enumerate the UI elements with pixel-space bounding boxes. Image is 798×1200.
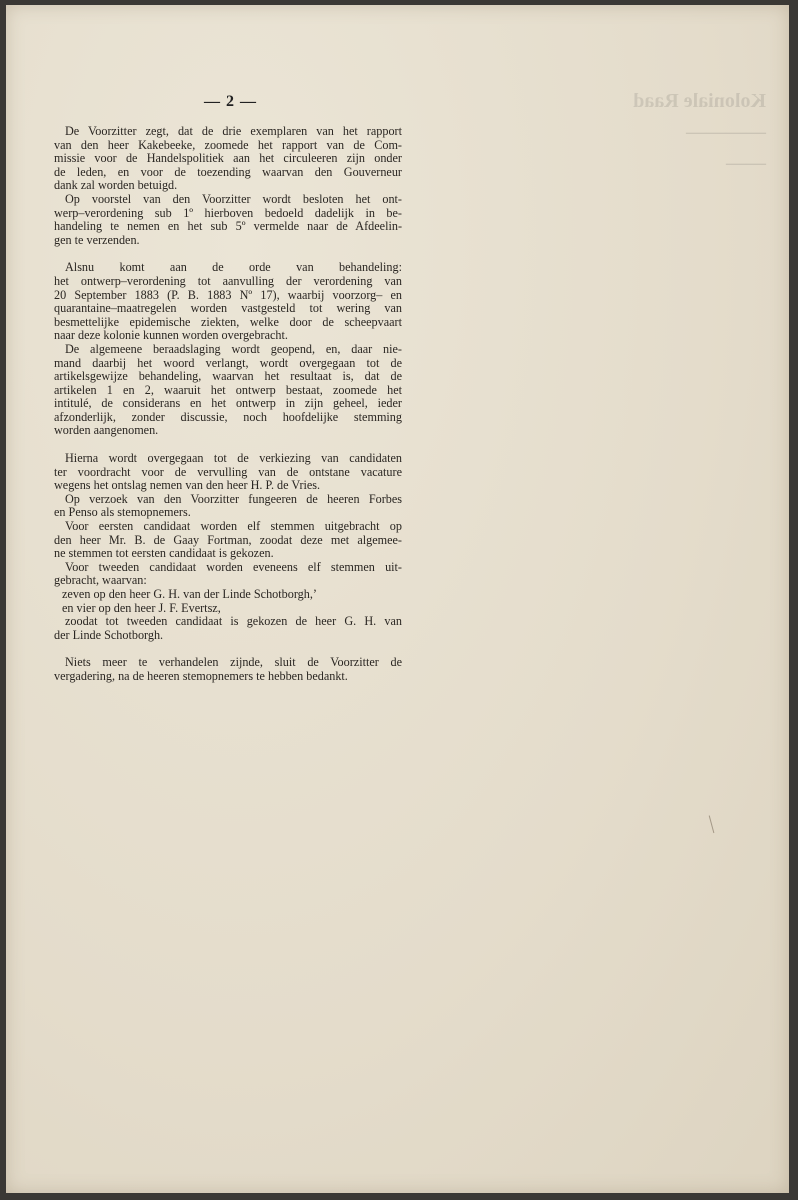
paragraph xyxy=(54,615,402,642)
text-line: De algemeene beraadslaging wordt geopend, en, daar nie- xyxy=(65,341,402,356)
text-line: intitulé, de considerans en het ontwerp in zijn geheel, ieder xyxy=(54,396,402,411)
paragraph-gap xyxy=(54,642,402,656)
text-line: besmettelijke epidemische ziekten, welke door de scheepvaart xyxy=(54,314,402,329)
text-line: 20 September 1883 (P. B. 1883 Nº 17), waarbij voorzorg– en xyxy=(54,287,402,302)
text-line: Voor tweeden candidaat worden eveneens elf stemmen uit- xyxy=(65,559,402,574)
paragraph xyxy=(54,561,402,588)
text-line: het ontwerp–verordening tot aanvulling der verordening van xyxy=(54,273,402,288)
text-line: ter voordracht voor de vervulling van de ontstane vacature xyxy=(54,464,402,479)
minutes-body-text xyxy=(54,125,402,684)
text-line: van den heer Kakebeeke, zoomede het rapport van de Com- xyxy=(54,137,402,152)
text-line: en Penso als stemopnemers. xyxy=(54,505,191,520)
text-line: dank zal worden betuigd. xyxy=(54,178,178,193)
text-line: missie voor de Handelspolitiek aan het circuleeren zijn onder xyxy=(54,151,402,166)
text-line: Niets meer te verhandelen zijnde, sluit de Voorzitter de xyxy=(65,655,402,670)
document-page xyxy=(6,5,789,1193)
paragraph xyxy=(54,261,402,343)
text-line: der Linde Schotborgh. xyxy=(54,627,164,642)
text-line: den heer Mr. B. de Gaay Fortman, zoodat deze met algemee- xyxy=(54,532,402,547)
text-line: wegens het ontslag nemen van den heer H. P. de Vries. xyxy=(54,478,321,493)
text-line: Alsnu komt aan de orde van behandeling: xyxy=(65,260,402,275)
text-line: Op verzoek van den Voorzitter fungeeren de heeren Forbes xyxy=(65,491,402,506)
text-line: quarantaine–maatregelen worden vastgesteld tot wering van xyxy=(54,301,402,316)
paragraph-gap xyxy=(54,438,402,452)
paragraph xyxy=(54,493,402,520)
paragraph xyxy=(54,602,402,616)
text-line: de leden, en voor de toezending waarvan den Gouverneur xyxy=(54,164,402,179)
text-line: zoodat tot tweeden candidaat is gekozen de heer G. H. van xyxy=(65,614,402,629)
paragraph xyxy=(54,452,402,493)
text-line: Hierna wordt overgegaan tot de verkiezing van candidaten xyxy=(65,451,402,466)
text-line: Op voorstel van den Voorzitter wordt besloten het ont- xyxy=(65,191,402,206)
paragraph xyxy=(54,588,402,602)
paragraph xyxy=(54,193,402,247)
text-line: gebracht, waarvan: xyxy=(54,573,147,588)
text-line: gen te verzenden. xyxy=(54,232,140,247)
text-line: Voor eersten candidaat worden elf stemmen uitgebracht op xyxy=(65,519,402,534)
text-line: artikelen 1 en 2, waaruit het ontwerp bestaat, zoomede het xyxy=(54,382,402,397)
text-line: afzonderlijk, zonder discussie, noch hoofdelijke stemming xyxy=(54,409,402,424)
text-line: ne stemmen tot eersten candidaat is gekozen. xyxy=(54,546,274,561)
text-line: en vier op den heer J. F. Evertsz, xyxy=(62,600,221,615)
paper-mark xyxy=(709,815,717,833)
text-line: naar deze kolonie kunnen worden overgebracht. xyxy=(54,328,288,343)
text-line: zeven op den heer G. H. van der Linde Schotborgh,’ xyxy=(62,587,317,601)
text-line: artikelsgewijze behandeling, waarvan het resultaat is, dat de xyxy=(54,369,402,384)
paragraph xyxy=(54,520,402,561)
text-line: De Voorzitter zegt, dat de drie exemplaren van het rapport xyxy=(65,124,402,138)
text-line: handeling te nemen en het sub 5º vermelde naar de Afdeelin- xyxy=(54,219,402,234)
text-line: werp–verordening sub 1º hierboven bedoeld dadelijk in be- xyxy=(54,205,402,220)
paragraph xyxy=(54,656,402,683)
text-line: worden aangenomen. xyxy=(54,423,159,438)
paragraph xyxy=(54,343,402,438)
text-line: vergadering, na de heeren stemopnemers te hebben bedankt. xyxy=(54,668,348,683)
bleed-through-text: Koloniale Raad ———— —— xyxy=(633,90,766,174)
paragraph-gap xyxy=(54,247,402,261)
paragraph xyxy=(54,125,402,193)
page-number: — 2 — xyxy=(204,93,257,110)
text-line: mand daarbij het woord verlangt, wordt overgegaan tot de xyxy=(54,355,402,370)
